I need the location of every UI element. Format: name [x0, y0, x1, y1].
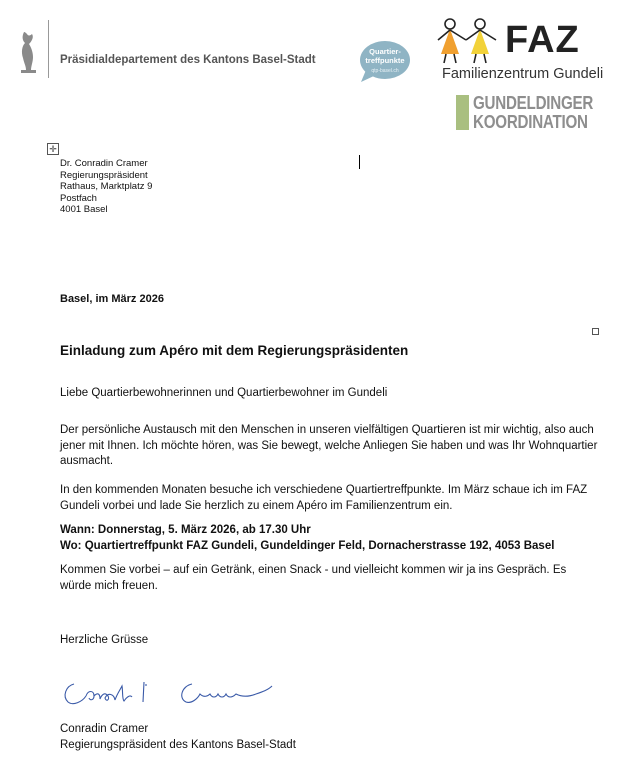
- recipient-title: Regierungspräsident: [60, 169, 148, 181]
- table-move-handle[interactable]: ✛: [47, 143, 59, 155]
- basel-crest-logo: [18, 30, 38, 74]
- closing-line: Herzliche Grüsse: [60, 634, 149, 646]
- letter-date: Basel, im März 2026: [60, 293, 164, 305]
- department-name: Präsidialdepartement des Kantons Basel-Stadt: [60, 54, 316, 66]
- gk-line1: GUNDELDINGER: [473, 92, 594, 113]
- paragraph-2: In den kommenden Monaten besuche ich verschiedene Quartiertreffpunkte. Im März schaue ich im FAZ Gundeli vorbei und lade Sie herzlich zu einem Apéro im Familienzentrum ein.: [60, 484, 588, 512]
- bubble-url: qtp-basel.ch: [371, 68, 399, 74]
- event-where: Wo: Quartiertreffpunkt FAZ Gundeli, Gundeldinger Feld, Dornacherstrasse 192, 4053 Basel: [60, 539, 555, 552]
- recipient-box: Postfach: [60, 192, 97, 204]
- faz-title: FAZ: [505, 19, 580, 61]
- signatory-name: Conradin Cramer: [60, 723, 149, 735]
- faz-subtitle: Familienzentrum Gundeli: [442, 66, 604, 82]
- signatory: [60, 722, 600, 753]
- header-divider: [48, 20, 49, 78]
- recipient-street: Rathaus, Marktplatz 9: [60, 181, 153, 192]
- paragraph-3: Kommen Sie vorbei – auf ein Getränk, einen Snack - und vielleicht kommen wir ja ins Gespräch. Es würde mich freuen.: [60, 564, 567, 592]
- layout-anchor-box[interactable]: [592, 328, 599, 335]
- recipient-address: [60, 158, 152, 216]
- faz-figures-icon: [436, 18, 502, 64]
- text-cursor: [359, 155, 360, 169]
- gk-line2: KOORDINATION: [473, 111, 588, 132]
- letter-subject: Einladung zum Apéro mit dem Regierungspräsidenten: [60, 343, 409, 358]
- signatory-title: Regierungspräsident des Kantons Basel-Stadt: [60, 738, 296, 751]
- recipient-name: Dr. Conradin Cramer: [60, 158, 148, 169]
- bubble-line1: Quartier-: [369, 47, 401, 56]
- gk-logo-bar: [456, 95, 469, 130]
- event-when: Wann: Donnerstag, 5. März 2026, ab 17.30 Uhr: [60, 524, 311, 536]
- quartiertreffpunkte-logo: [358, 40, 412, 84]
- paragraph-1: Der persönliche Austausch mit den Menschen in unseren vielfältigen Quartieren ist mir wichtig, also auch jener mit Ihnen. Ich möchte hören, was Sie bewegt, welche Anliegen Sie haben und was Ihr Wohnquartier ausmacht.: [60, 424, 598, 467]
- letter-greeting: Liebe Quartierbewohnerinnen und Quartierbewohner im Gundeli: [60, 387, 388, 399]
- bubble-line2: treffpunkte: [365, 56, 405, 65]
- handwritten-signature: [60, 672, 275, 712]
- recipient-city: 4001 Basel: [60, 204, 108, 215]
- event-details: [60, 523, 600, 554]
